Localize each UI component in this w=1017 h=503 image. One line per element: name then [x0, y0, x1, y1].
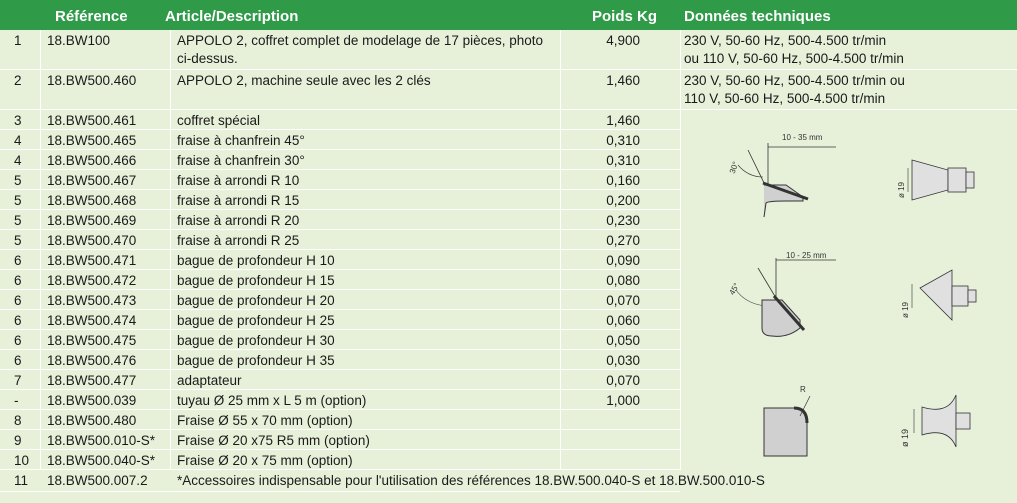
row-description: fraise à arrondi R 15	[177, 193, 300, 208]
row-description: APPOLO 2, coffret complet de modelage de 17 pièces, photo	[177, 33, 543, 48]
row-description: bague de profondeur H 25	[177, 313, 335, 328]
header-description: Article/Description	[165, 8, 299, 25]
table-row	[0, 330, 680, 350]
row-separator	[0, 491, 680, 492]
row-reference: 18.BW500.472	[47, 273, 137, 288]
table-row	[0, 170, 680, 190]
row-number: 6	[14, 333, 22, 348]
row-number: 6	[14, 353, 22, 368]
row-technical-data-continued: 110 V, 50-60 Hz, 500-4.500 tr/min	[684, 91, 886, 106]
row-weight: 0,070	[606, 293, 640, 308]
row-reference: 18.BW500.475	[47, 333, 137, 348]
row-description: bague de profondeur H 10	[177, 253, 335, 268]
row-number: 6	[14, 313, 22, 328]
table-row	[0, 130, 680, 150]
row-number: 5	[14, 193, 22, 208]
row-number: 2	[14, 73, 22, 88]
row-number: 1	[14, 33, 22, 48]
chamfer-30-profile-figure	[718, 125, 868, 220]
row-weight: 0,310	[606, 133, 640, 148]
row-description: bague de profondeur H 35	[177, 353, 335, 368]
row-reference: 18.BW500.470	[47, 233, 137, 248]
table-row	[0, 350, 680, 370]
row-description: fraise à arrondi R 10	[177, 173, 300, 188]
row-technical-data: 230 V, 50-60 Hz, 500-4.500 tr/min ou	[684, 73, 905, 88]
row-reference: 18.BW500.460	[47, 73, 137, 88]
row-reference: 18.BW100	[47, 33, 111, 48]
table-row	[0, 270, 680, 290]
table-row	[0, 410, 680, 430]
row-number: 7	[14, 373, 22, 388]
row-description: fraise à arrondi R 25	[177, 233, 300, 248]
row-reference: 18.BW500.480	[47, 413, 137, 428]
row-number: 5	[14, 173, 22, 188]
row-reference: 18.BW500.039	[47, 393, 137, 408]
table-row	[0, 190, 680, 210]
row-description: bague de profondeur H 15	[177, 273, 335, 288]
column-separator-number	[40, 30, 41, 470]
row-description: fraise à arrondi R 20	[177, 213, 300, 228]
row-description: *Accessoires indispensable pour l'utilisation des références 18.BW.500.040-S et 18.BW.500.010-S	[177, 473, 765, 488]
row-number: 4	[14, 133, 22, 148]
row-technical-data: 230 V, 50-60 Hz, 500-4.500 tr/min	[684, 33, 887, 48]
row-description: adaptateur	[177, 373, 242, 388]
row-reference: 18.BW500.010-S*	[47, 433, 156, 448]
table-row	[0, 430, 680, 450]
table-row	[0, 210, 680, 230]
row-description: Fraise Ø 20 x 75 mm (option)	[177, 453, 353, 468]
header-reference: Référence	[55, 8, 128, 25]
row-number: 3	[14, 113, 22, 128]
header-weight: Poids Kg	[592, 8, 658, 25]
row-description: bague de profondeur H 20	[177, 293, 335, 308]
row-weight: 0,160	[606, 173, 640, 188]
table-row	[0, 110, 680, 130]
chamfer-30-diameter: ø 19	[897, 181, 906, 198]
row-description: Fraise Ø 55 x 70 mm (option)	[177, 413, 353, 428]
header-technical-data: Données techniques	[684, 8, 831, 25]
row-reference: 18.BW500.476	[47, 353, 137, 368]
row-description: tuyau Ø 25 mm x L 5 m (option)	[177, 393, 367, 408]
chamfer-45-angle: 45°	[727, 281, 742, 297]
row-weight: 0,200	[606, 193, 640, 208]
column-separator-reference	[170, 30, 171, 470]
row-number: 9	[14, 433, 22, 448]
table-row	[0, 310, 680, 330]
row-description-continued: ci-dessus.	[177, 51, 238, 66]
row-technical-data-continued: ou 110 V, 50-60 Hz, 500-4.500 tr/min	[684, 51, 904, 66]
chamfer-45-diameter: ø 19	[901, 301, 910, 318]
row-weight: 0,050	[606, 333, 640, 348]
row-number: 10	[14, 453, 30, 468]
row-number: 5	[14, 233, 22, 248]
row-number: 6	[14, 293, 22, 308]
table-row	[0, 290, 680, 310]
row-number: 5	[14, 213, 22, 228]
row-reference: 18.BW500.471	[47, 253, 137, 268]
chamfer-30-cutter-figure	[890, 140, 1000, 215]
row-weight: 0,030	[606, 353, 640, 368]
round-radius: R	[800, 385, 806, 394]
row-reference: 18.BW500.461	[47, 113, 137, 128]
row-weight: 0,060	[606, 313, 640, 328]
row-reference: 18.BW500.474	[47, 313, 137, 328]
row-reference: 18.BW500.466	[47, 153, 137, 168]
chamfer-30-angle: 30°	[727, 160, 741, 175]
row-reference: 18.BW500.468	[47, 193, 137, 208]
row-reference: 18.BW500.007.2	[47, 473, 148, 488]
row-reference: 18.BW500.467	[47, 173, 137, 188]
row-reference: 18.BW500.465	[47, 133, 137, 148]
table-row	[0, 70, 905, 110]
row-number: 6	[14, 253, 22, 268]
column-separator-weight	[680, 30, 681, 470]
table-row	[0, 250, 680, 270]
table-row	[0, 390, 680, 410]
row-description: Fraise Ø 20 x75 R5 mm (option)	[177, 433, 370, 448]
row-weight: 1,460	[606, 73, 640, 88]
row-number: 8	[14, 413, 22, 428]
round-profile-figure	[752, 378, 842, 458]
round-diameter: ø 19	[900, 428, 910, 447]
row-reference: 18.BW500.040-S*	[47, 453, 156, 468]
row-weight: 0,090	[606, 253, 640, 268]
table-row	[0, 30, 904, 70]
row-weight: 0,070	[606, 373, 640, 388]
row-reference: 18.BW500.477	[47, 373, 137, 388]
row-weight: 0,310	[606, 153, 640, 168]
chamfer-45-dimension: 10 - 25 mm	[786, 251, 827, 260]
chamfer-45-cutter-figure	[890, 260, 1000, 335]
row-description: APPOLO 2, machine seule avec les 2 clés	[177, 73, 431, 88]
round-cutter-figure	[890, 385, 1000, 465]
row-description: fraise à chanfrein 30°	[177, 153, 305, 168]
row-weight: 0,230	[606, 213, 640, 228]
row-weight: 0,080	[606, 273, 640, 288]
row-weight: 1,000	[606, 393, 640, 408]
row-weight: 1,460	[606, 113, 640, 128]
row-reference: 18.BW500.473	[47, 293, 137, 308]
row-number: 6	[14, 273, 22, 288]
row-number: -	[14, 393, 19, 408]
column-separator-description	[560, 30, 561, 470]
chamfer-30-dimension: 10 - 35 mm	[782, 133, 823, 142]
row-number: 11	[14, 473, 29, 488]
row-reference: 18.BW500.469	[47, 213, 137, 228]
row-description: bague de profondeur H 30	[177, 333, 335, 348]
row-weight: 4,900	[606, 33, 640, 48]
table-row	[0, 470, 1017, 490]
chamfer-45-profile-figure	[718, 248, 868, 348]
row-number: 4	[14, 153, 22, 168]
table-row	[0, 370, 680, 390]
table-row	[0, 230, 680, 250]
table-row	[0, 150, 680, 170]
row-weight: 0,270	[606, 233, 640, 248]
row-description: fraise à chanfrein 45°	[177, 133, 305, 148]
table-row	[0, 450, 680, 470]
row-description: coffret spécial	[177, 113, 261, 128]
table-header	[0, 0, 1017, 30]
